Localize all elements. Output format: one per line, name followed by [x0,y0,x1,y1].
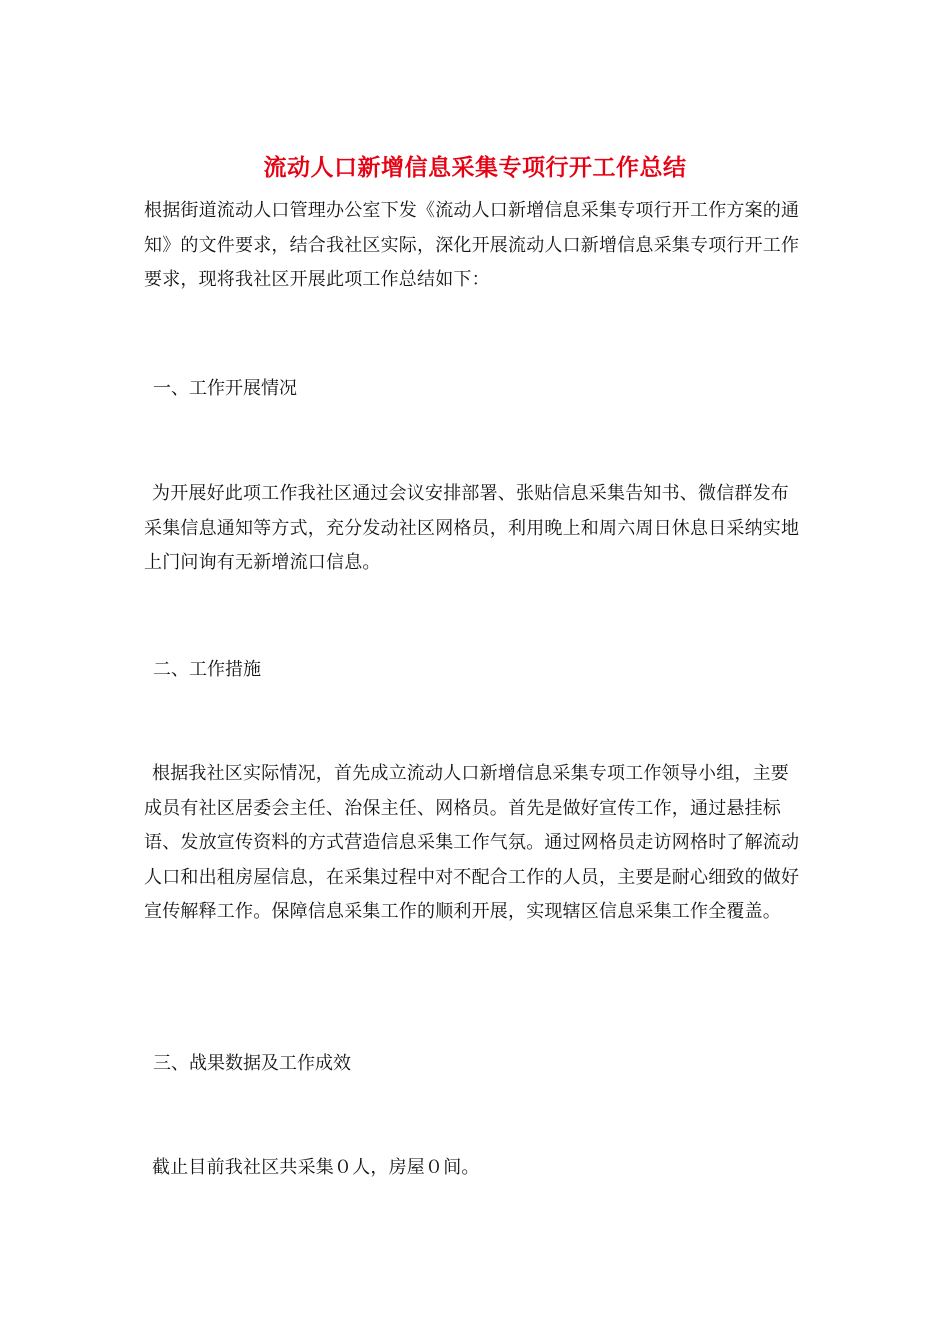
section-1-heading: 一、工作开展情况 [153,378,297,399]
section-2-heading: 二、工作措施 [153,659,261,680]
section-2-body: 根据我社区实际情况，首先成立流动人口新增信息采集专项工作领导小组，主要成员有社区居委会主任、治保主任、网格员。首先是做好宣传工作，通过悬挂标语、发放宣传资料的方式营造信息采集工作气氛。通过网格员走访网格时了解流动人口和出租房屋信息，在采集过程中对不配合工作的人员，主要是耐心细致的做好宣传解释工作。保障信息采集工作的顺利开展，实现辖区信息采集工作全覆盖。 [144,763,800,922]
section-1-body: 为开展好此项工作我社区通过会议安排部署、张贴信息采集告知书、微信群发布采集信息通知等方式，充分发动社区网格员，利用晚上和周六周日休息日采纳实地上门问询有无新增流口信息。 [144,483,800,573]
document-title: 流动人口新增信息采集专项行开工作总结 [263,154,687,181]
intro-paragraph: 根据街道流动人口管理办公室下发《流动人口新增信息采集专项行开工作方案的通知》的文件要求，结合我社区实际，深化开展流动人口新增信息采集专项行开工作要求，现将我社区开展此项工作总结如下： [144,200,800,290]
section-3-heading: 三、战果数据及工作成效 [153,1053,351,1074]
section-3-body: 截止目前我社区共采集０人，房屋０间。 [152,1157,480,1178]
